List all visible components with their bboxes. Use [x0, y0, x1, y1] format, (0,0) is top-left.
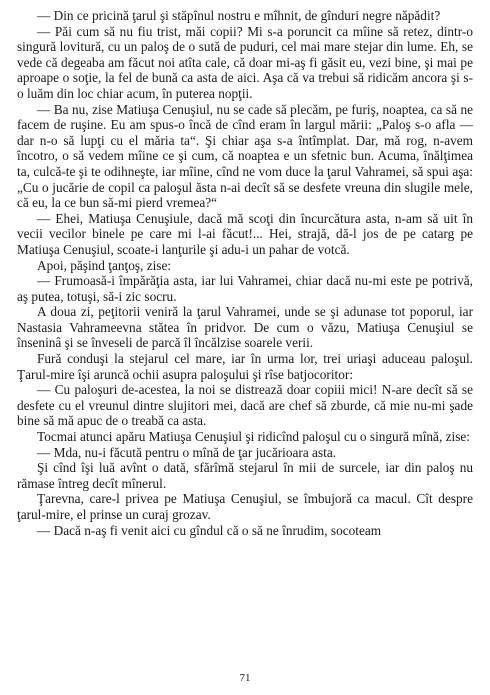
paragraph: Şi cînd îşi luă avînt o dată, sfărîmă stejarul în mii de surcele, iar din paloş nu rămase întreg decît mînerul. [17, 460, 473, 491]
paragraph: — Dacă n-aş fi venit aici cu gîndul că o să ne înrudim, socoteam [37, 522, 382, 538]
body-text [17, 8, 473, 538]
paragraph: Tocmai atunci apăru Matiuşa Cenuşiul şi ridicînd paloşul cu o singură mînă, zise: [37, 429, 470, 445]
paragraph: — Din ce pricină ţarul şi stăpînul nostru e mîhnit, de gînduri negre năpădit? [37, 8, 441, 23]
paragraph: — Cu paloşuri de-acestea, la noi se distrează doar copiii mici! N-are decît să se desfete cu el vreunul dintre slujitori mei, dacă are chef să zburde, că mie nu-mi şade bine să mă apuc de o treabă ca asta. [17, 382, 473, 429]
paragraph: — Ba nu, zise Matiuşa Cenuşiul, nu se cade să plecăm, pe furiş, noaptea, ca să ne facem de ruşine. Eu am spus-o încă de cînd eram în largul mării: „Paloş s-o afla — dar n-o să lupţi cu el măria ta“. Şi chiar aşa s-a întîmplat. Dar, mă rog, n-avem încotro, o să vedem mîine ce şi cum, că noaptea e un sfetnic bun. Acuma, înălţimea ta, culcă-te şi te odihneşte, iar mîine, cînd ne vom duce la ţarul Vahramei, să spui aşa: „Cu o jucărie de copil ca paloşul ăsta n-ai decît să se desfete vreuna din slugile mele, că eu, la ce bun să-mi pierd vremea?“ [17, 101, 473, 211]
paragraph: — Păi cum să nu fiu trist, măi copii? Mi s-a poruncit ca mîine să retez, dintr-o singură lovitură, cu un paloş de o sută de puduri, cel mai mare stejar din lume. Eh, se vede că degeaba am făcut noi atîta cale, că doar mi-aş fi găsit eu, vezi bine, şi mai pe aproape o soţie, la fel de bună ca asta de aici. Aşa că va trebui să ridicăm ancora şi s-o luăm din loc chiar acum, în puterea nopţii. [17, 23, 473, 101]
page-number: 71 [239, 672, 251, 684]
paragraph: Fură conduşi la stejarul cel mare, iar în urma lor, trei uriaşi aduceau paloşul. Ţarul-mire îşi aruncă ochii asupra paloşului şi rîse batjocoritor: [17, 351, 473, 382]
paragraph: Apoi, păşind ţanţoş, zise: [37, 257, 172, 273]
paragraph: A doua zi, peţitorii veniră la ţarul Vahramei, unde se şi adunase tot poporul, iar Nastasia Vahrameevna stătea în pridvor. De cum o văzu, Matiuşa Cenuşiul se înseninâ şi se înveseli de parcă îl încălzise soarele verii. [17, 304, 473, 351]
paragraph: — Frumoasă-i împărăţia asta, iar lui Vahramei, chiar dacă nu-mi este pe potrivă, aş putea, totuşi, să-i zic socru. [17, 273, 473, 304]
paragraph: — Mda, nu-i făcută pentru o mînă de ţar jucărioara asta. [37, 444, 337, 460]
paragraph: Ţarevna, care-l privea pe Matiuşa Cenuşiul, se îmbujoră ca macul. Cît despre ţarul-mire, el prinse un curaj grozav. [17, 491, 473, 522]
paragraph: — Ehei, Matiuşa Cenuşiule, dacă mă scoţi din încurcătura asta, n-am să uit în vecii vecilor binele pe care mi l-ai făcut!... Hei, strajă, dă-l jos de pe catarg pe Matiuşa Cenuşiul, scoate-i lanţurile şi adu-i un pahar de votcă. [17, 210, 473, 257]
